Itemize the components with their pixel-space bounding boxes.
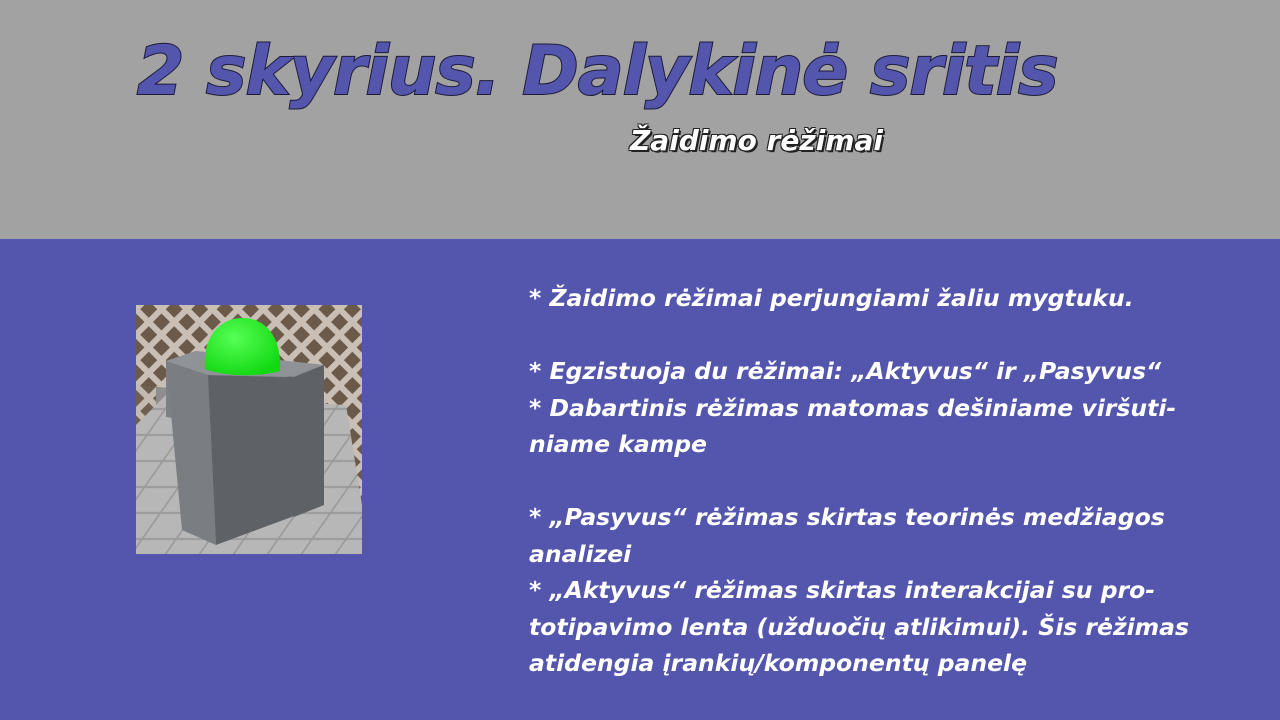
text-line: * Egzistuoja du rėžimai: „Aktyvus“ ir „Pasyvus“ <box>529 357 1162 385</box>
green-button-box-icon <box>136 305 362 554</box>
text-line: niame kampe <box>529 430 707 458</box>
text-line: totipavimo lenta (užduočių atlikimui). Šis rėžimas <box>529 612 1190 641</box>
text-line: * Žaidimo rėžimai perjungiami žaliu mygtuku. <box>529 284 1134 312</box>
text-line: * Dabartinis rėžimas matomas dešiniame viršuti- <box>529 393 1177 422</box>
text-line: * „Pasyvus“ rėžimas skirtas teorinės medžiagos <box>529 503 1165 531</box>
slide-title: 2 skyrius. Dalykinė sritis <box>137 32 1058 111</box>
text-line: analizei <box>529 539 632 568</box>
bullet-text <box>529 280 1249 682</box>
slide-subtitle: Žaidimo rėžimai <box>630 124 883 157</box>
text-line: atidengia įrankių/komponentų panelę <box>529 649 1028 677</box>
text-line: * „Aktyvus“ rėžimas skirtas interakcijai su pro- <box>529 576 1155 604</box>
